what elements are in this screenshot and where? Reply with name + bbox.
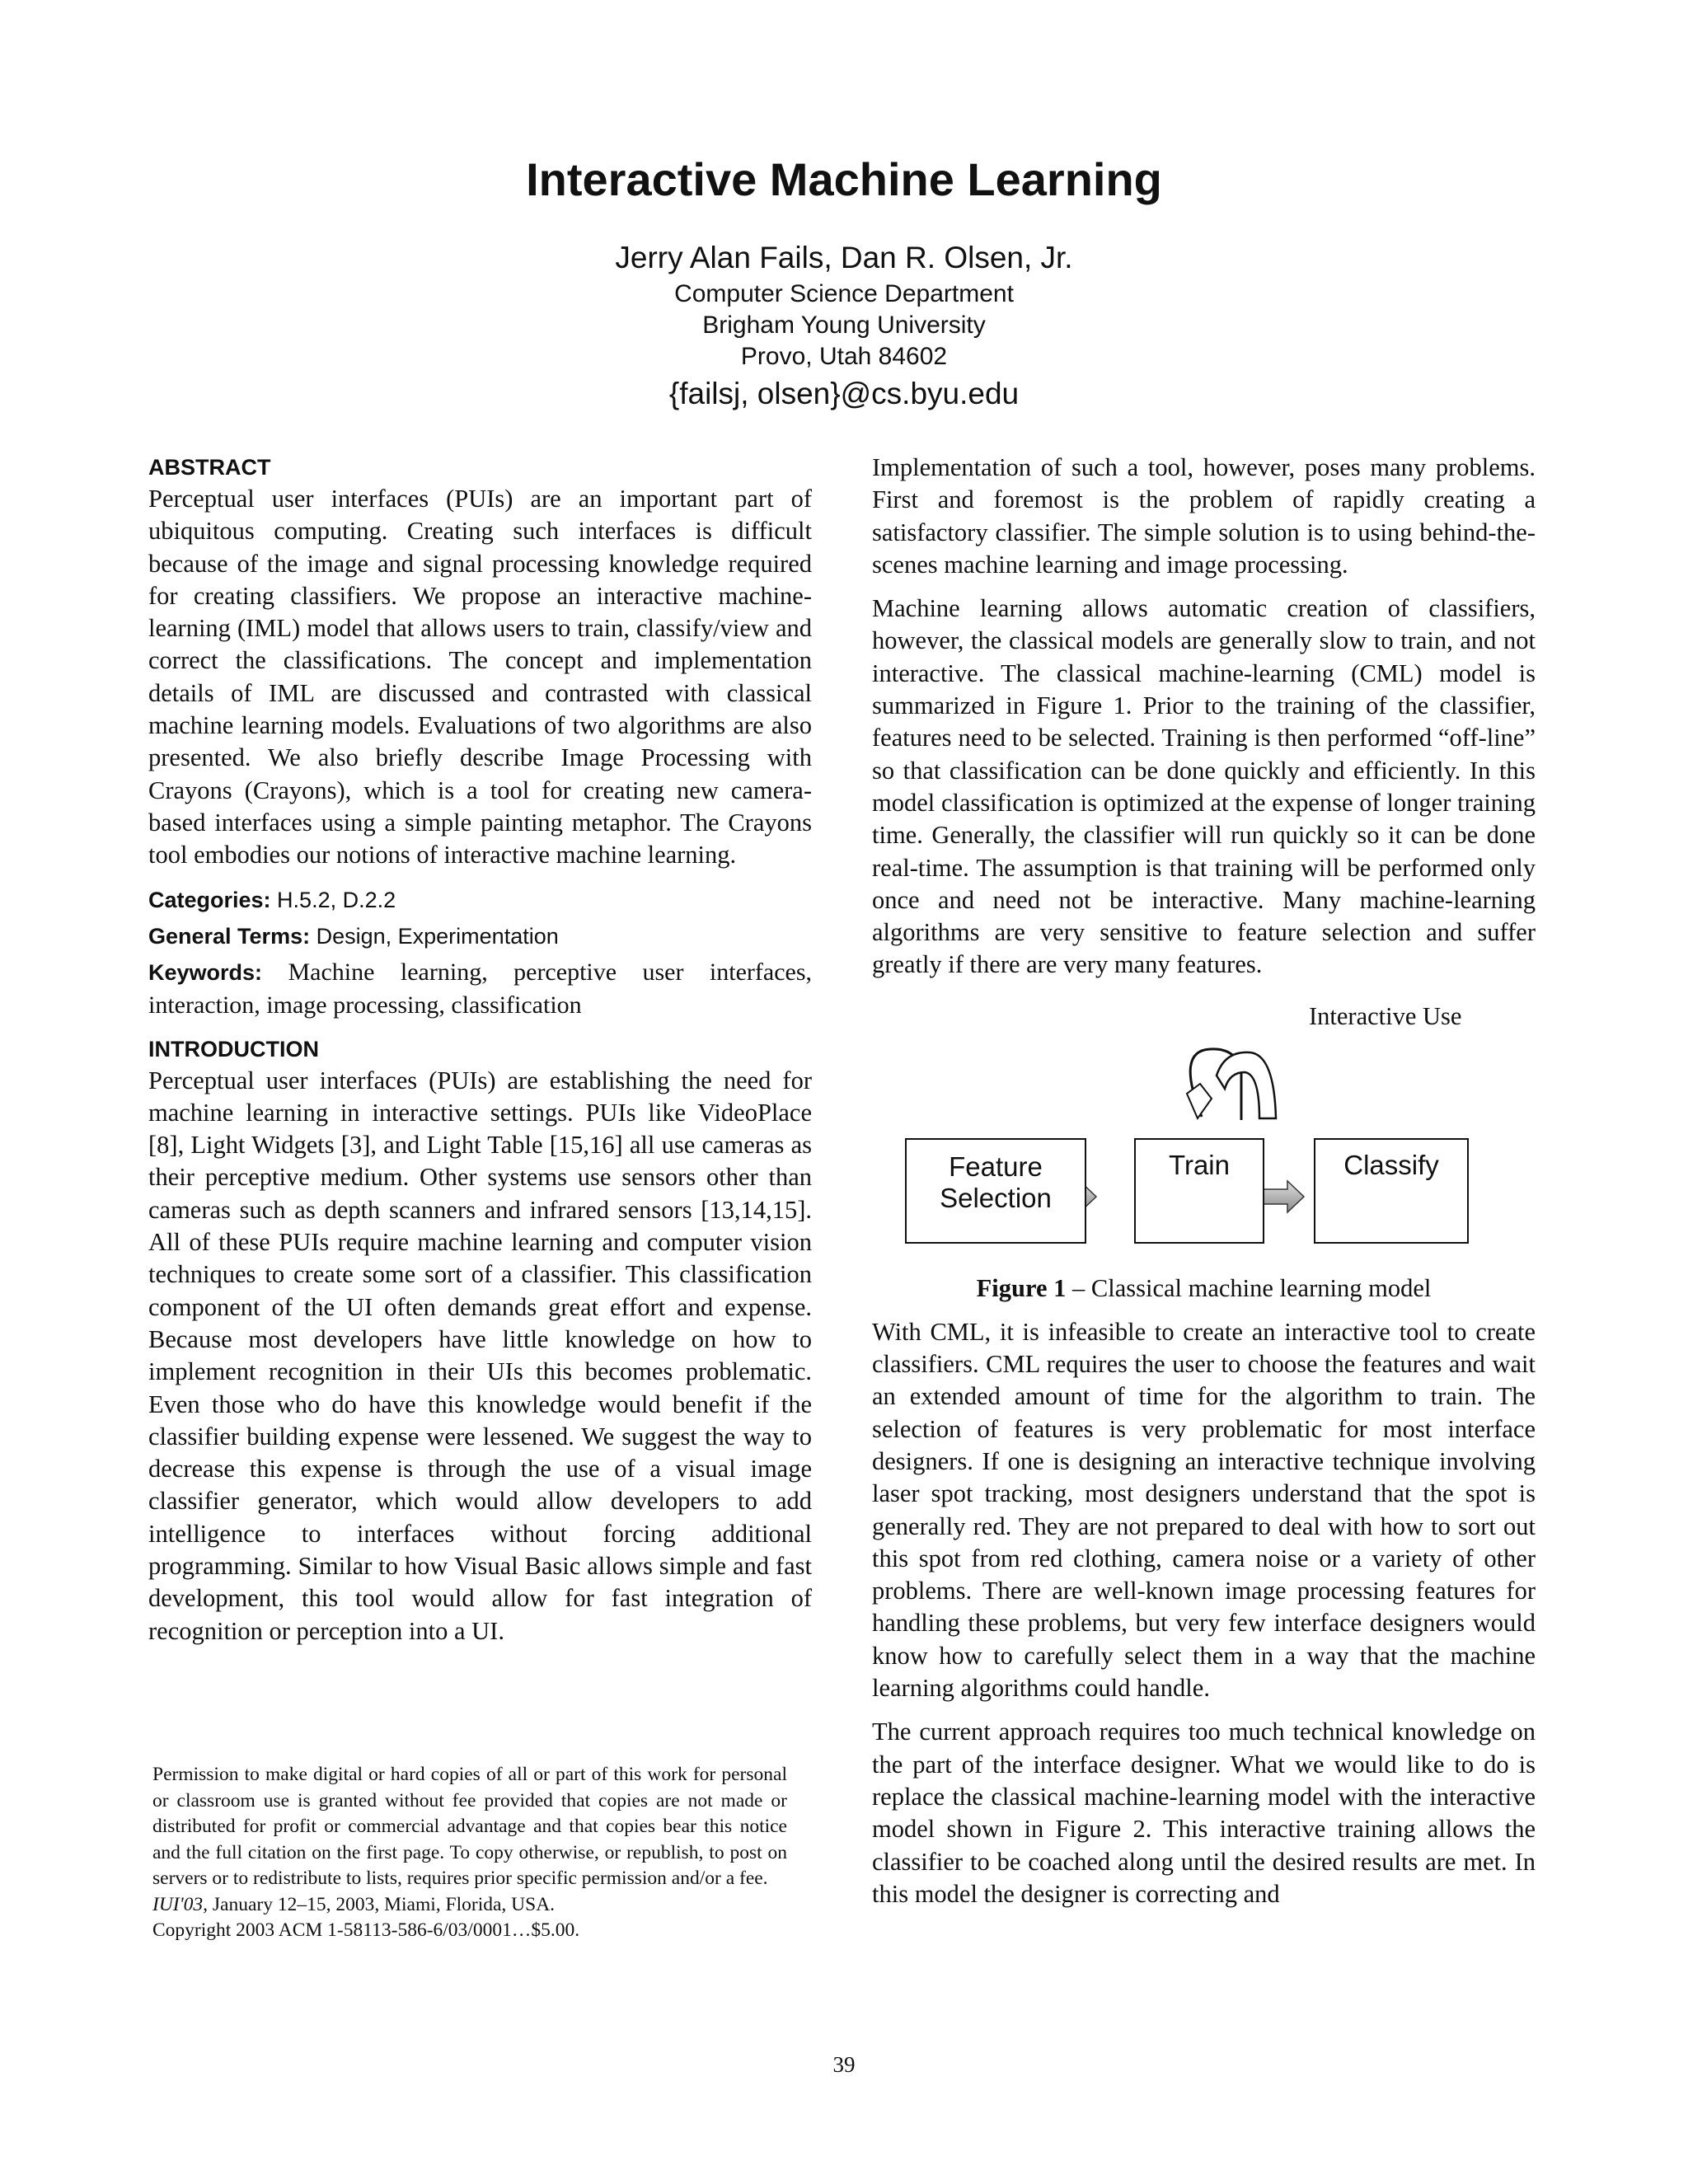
venue-name: IUI'03, xyxy=(152,1893,209,1915)
feature-selection-line-1: Feature xyxy=(949,1151,1043,1182)
general-terms-label: General Terms: xyxy=(148,923,311,949)
feature-selection-box xyxy=(905,1138,1086,1244)
figure-1 xyxy=(872,993,1536,1265)
figure-1-caption-label: Figure 1 xyxy=(976,1273,1067,1302)
venue-details: January 12–15, 2003, Miami, Florida, USA. xyxy=(208,1893,556,1915)
train-box xyxy=(1134,1138,1264,1244)
categories-line xyxy=(148,883,812,916)
figure-1-caption-text: – Classical machine learning model xyxy=(1066,1273,1432,1302)
right-paragraph-4: The current approach requires too much technical knowledge on the part of the interface designer. What we would like to do is replace the classical machine-learning model with the interactive model shown in Figure 2. This interactive training allows the classifier to be coached along until the desired results are met. In this model the designer is correcting and xyxy=(872,1718,1536,1908)
right-paragraph-3: With CML, it is infeasible to create an interactive tool to create classifiers. CML requires the user to choose the features and wait an extended amount of time for the algorithm to train. The selection of features is very problematic for most interface designers. If one is designing an interactive technique involving laser spot tracking, most designers understand that the spot is generally red. They are not prepared to deal with how to sort out this spot from red clothing, camera noise or a variety of other problems. There are well-known image processing features for handling these problems, but very few interface designers would know how to carefully select them in a way that the machine learning algorithms could handle. xyxy=(872,1317,1536,1703)
arrow-train-to-classify xyxy=(1259,1181,1304,1212)
interactive-use-label: Interactive Use xyxy=(1309,1001,1462,1030)
classify-label: Classify xyxy=(1343,1149,1439,1180)
right-paragraph-2: Machine learning allows automatic creation of classifiers, however, the classical models are generally slow to train, and not interactive. The classical machine-learning (CML) model is summarized in Figure 1. Prior to the training of the classifier, features need to be selected. Training is then performed “off-line” so that classification can be done quickly and efficiently. In this model classification is optimized at the expense of longer training time. Generally, the classifier will run quickly so it can be done real-time. The assumption is that training will be performed only once and need not be interactive. Many machine-learning algorithms are very sensitive to feature selection and suffer greatly if there are very many features. xyxy=(872,594,1536,979)
train-label: Train xyxy=(1169,1149,1230,1180)
author-university: Brigham Young University xyxy=(702,312,986,339)
permission-notice xyxy=(152,1762,787,1944)
author-department: Computer Science Department xyxy=(674,280,1014,307)
author-block xyxy=(0,237,1688,415)
classify-box xyxy=(1314,1138,1469,1244)
feature-selection-line-2: Selection xyxy=(940,1182,1052,1213)
paper-title: Interactive Machine Learning xyxy=(526,153,1162,205)
abstract-heading: ABSTRACT xyxy=(148,455,271,480)
interactive-loop-arrowhead xyxy=(1187,1084,1212,1118)
right-paragraph-1: Implementation of such a tool, however, poses many problems. First and foremost is the problem of rapidly creating a satisfactory classifier. The simple solution is to using behind-the-scenes machine learning and image processing. xyxy=(872,453,1536,579)
left-column xyxy=(148,452,812,1659)
categories-label: Categories: xyxy=(148,887,271,912)
general-terms-value: Design, Experimentation xyxy=(316,923,559,949)
venue-line xyxy=(152,1892,787,1919)
figure-1-caption xyxy=(872,1272,1536,1305)
right-column xyxy=(872,452,1536,1922)
keywords-value: Machine learning, perceptive user interfaces, interaction, image processing, classification xyxy=(148,958,812,1019)
categories-value: H.5.2, D.2.2 xyxy=(277,887,396,912)
general-terms-line xyxy=(148,920,812,953)
introduction-text: Perceptual user interfaces (PUIs) are establishing the need for machine learning in interactive settings. PUIs like VideoPlace [8], Light Widgets [3], and Light Table [15,16] all use cameras as their perceptive medium. Other systems use sensors other than cameras such as depth scanners and infrared sensors [13,14,15]. All of these PUIs require machine learning and computer vision techniques to create some sort of a classifier. This classification component of the UI often demands great effort and expense. Because most developers have little knowledge on how to implement recognition in their UIs this becomes problematic. Even those who do have this knowledge would benefit if the classifier building expense were lessened. We suggest the way to decrease this expense is through the use of a visual image classifier generator, which would allow developers to add intelligence to interfaces without forcing additional programming. Similar to how Visual Basic allows simple and fast development, this tool would allow for fast integration of recognition or perception into a UI. xyxy=(148,1066,812,1645)
author-location: Provo, Utah 84602 xyxy=(740,343,948,370)
keywords-line xyxy=(148,956,812,1022)
keywords-label: Keywords: xyxy=(148,959,263,985)
author-email: {failsj, olsen}@cs.byu.edu xyxy=(668,377,1020,410)
copyright-line: Copyright 2003 ACM 1-58113-586-6/03/0001…$5.00. xyxy=(152,1919,580,1941)
permission-text: Permission to make digital or hard copies of all or part of this work for personal or classroom use is granted without fee provided that copies are not made or distributed for profit or commercial advantage and that copies bear this notice and the full citation on the first page. To copy otherwise, or republish, to post on servers or to redistribute to lists, requires prior specific permission and/or a fee. xyxy=(152,1764,787,1889)
abstract-text: Perceptual user interfaces (PUIs) are an important part of ubiquitous computing. Creating such interfaces is difficult because of the image and signal processing knowledge required for creating classifiers. We propose an interactive machine-learning (IML) model that allows users to train, classify/view and correct the classifications. The concept and implementation details of IML are discussed and contrasted with classical machine learning models. Evaluations of two algorithms are also presented. We also briefly describe Image Processing with Crayons (Crayons), which is a tool for creating new camera-based interfaces using a simple painting metaphor. The Crayons tool embodies our notions of interactive machine learning. xyxy=(148,485,812,869)
page-number: 39 xyxy=(832,2052,856,2077)
introduction-heading: INTRODUCTION xyxy=(148,1036,319,1062)
author-names: Jerry Alan Fails, Dan R. Olsen, Jr. xyxy=(615,241,1073,274)
